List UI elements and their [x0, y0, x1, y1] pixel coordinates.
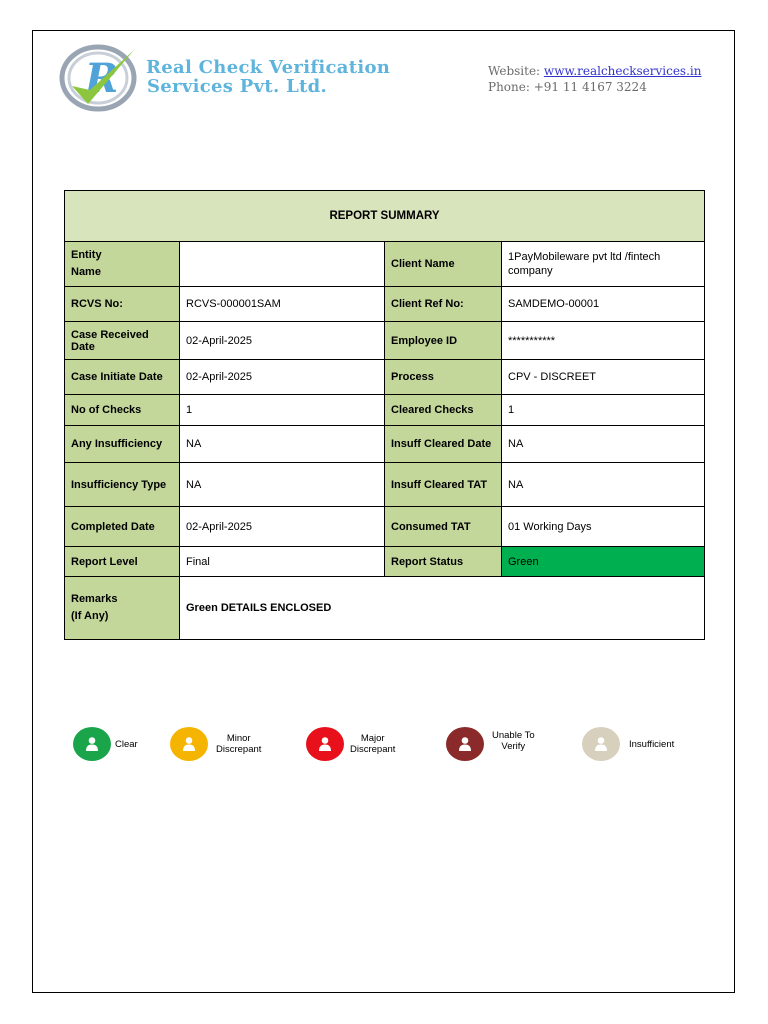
legend-unable-circle: [446, 727, 484, 761]
table-row: [65, 547, 705, 577]
insuff-cleared-tat-label: Insuff Cleared TAT: [385, 463, 502, 507]
table-row: [65, 463, 705, 507]
insuff-cleared-date-value: NA: [502, 426, 705, 463]
remarks-label: Remarks (If Any): [65, 577, 180, 640]
report-title: REPORT SUMMARY: [65, 191, 705, 242]
table-title-row: [65, 191, 705, 242]
consumed-tat-label: Consumed TAT: [385, 507, 502, 547]
no-of-checks-value: 1: [180, 395, 385, 426]
table-row: [65, 322, 705, 360]
status-legend: [0, 726, 768, 766]
company-name: [146, 58, 390, 96]
case-received-value: 02-April-2025: [180, 322, 385, 360]
legend-label: Minor Discrepant: [216, 733, 262, 755]
remarks-row: [65, 577, 705, 640]
person-icon: [594, 736, 608, 752]
report-summary-table: [64, 190, 705, 640]
case-received-label: Case Received Date: [65, 322, 180, 360]
person-icon: [182, 736, 196, 752]
contact-info: [488, 63, 701, 95]
any-insufficiency-label: Any Insufficiency: [65, 426, 180, 463]
table-row: [65, 426, 705, 463]
company-name-line1: Real Check Verification: [146, 57, 391, 78]
legend-insufficient-circle: [582, 727, 620, 761]
consumed-tat-value: 01 Working Days: [502, 507, 705, 547]
person-icon: [318, 736, 332, 752]
legend-label: Major Discrepant: [350, 733, 396, 755]
report-status-label: Report Status: [385, 547, 502, 577]
legend-insufficient: [582, 726, 674, 762]
legend-major-discrepant: [306, 726, 395, 762]
rcvs-no-value: RCVS-000001SAM: [180, 287, 385, 322]
person-icon: [85, 736, 99, 752]
website-link[interactable]: www.realcheckservices.in: [543, 64, 702, 78]
completed-date-label: Completed Date: [65, 507, 180, 547]
cleared-checks-label: Cleared Checks: [385, 395, 502, 426]
employee-id-value: ***********: [502, 322, 705, 360]
legend-label: Clear: [115, 738, 138, 750]
completed-date-value: 02-April-2025: [180, 507, 385, 547]
insufficiency-type-label: Insufficiency Type: [65, 463, 180, 507]
process-label: Process: [385, 360, 502, 395]
report-status-value: Green: [502, 547, 705, 577]
remarks-value: Green DETAILS ENCLOSED: [180, 577, 705, 640]
cleared-checks-value: 1: [502, 395, 705, 426]
table-row: [65, 242, 705, 287]
company-name-line2: Services Pvt. Ltd.: [147, 76, 328, 97]
legend-minor-discrepant: [170, 726, 261, 762]
table-row: [65, 360, 705, 395]
employee-id-label: Employee ID: [385, 322, 502, 360]
legend-clear-circle: [73, 727, 111, 761]
legend-unable-to-verify: [446, 726, 535, 762]
website-label: Website:: [488, 64, 544, 78]
process-value: CPV - DISCREET: [502, 360, 705, 395]
client-ref-label: Client Ref No:: [385, 287, 502, 322]
legend-label: Unable To Verify: [492, 730, 535, 752]
company-logo: [58, 42, 142, 116]
no-of-checks-label: No of Checks: [65, 395, 180, 426]
table-row: [65, 395, 705, 426]
client-name-value: 1PayMobileware pvt ltd /fintech company: [502, 242, 705, 287]
report-level-label: Report Level: [65, 547, 180, 577]
table-row: [65, 287, 705, 322]
insufficiency-type-value: NA: [180, 463, 385, 507]
case-initiate-label: Case Initiate Date: [65, 360, 180, 395]
person-icon: [458, 736, 472, 752]
rcvs-no-label: RCVS No:: [65, 287, 180, 322]
legend-label: Insufficient: [629, 738, 675, 750]
report-level-value: Final: [180, 547, 385, 577]
entity-name-label: Entity Name: [65, 242, 180, 287]
website-line: [488, 63, 701, 79]
legend-minor-circle: [170, 727, 208, 761]
any-insufficiency-value: NA: [180, 426, 385, 463]
legend-major-circle: [306, 727, 344, 761]
svg-text:R: R: [85, 55, 119, 102]
entity-name-value: [180, 242, 385, 287]
phone-line: Phone: +91 11 4167 3224: [488, 80, 647, 94]
client-ref-value: SAMDEMO-00001: [502, 287, 705, 322]
case-initiate-value: 02-April-2025: [180, 360, 385, 395]
insuff-cleared-date-label: Insuff Cleared Date: [385, 426, 502, 463]
table-row: [65, 507, 705, 547]
client-name-label: Client Name: [385, 242, 502, 287]
legend-clear: [73, 726, 138, 762]
insuff-cleared-tat-value: NA: [502, 463, 705, 507]
